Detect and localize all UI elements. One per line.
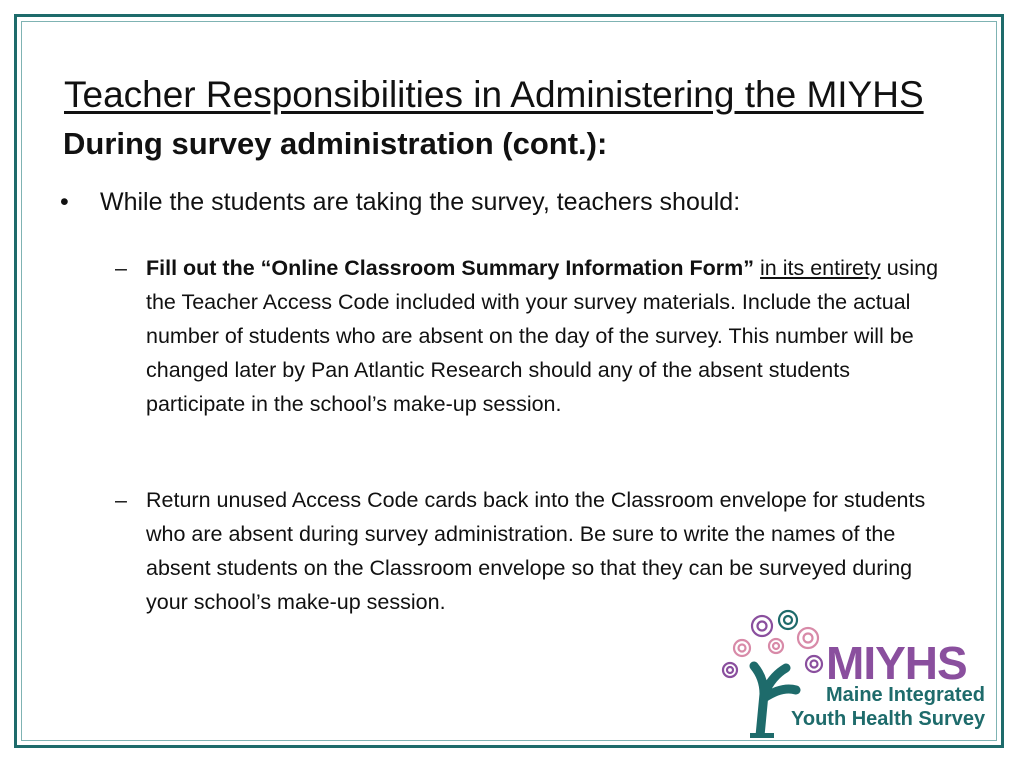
bullet-mark: • xyxy=(60,188,69,216)
swirl-leaves xyxy=(723,611,822,677)
sub-item-rest: using the Teacher Access Code included with your survey materials. Include the actual number of students who are absent on the day of the survey. This number will be changed later by Pan Atlantic Research should any of the absent students participate in the school’s make-up session. xyxy=(146,256,939,416)
sub-item-return-cards xyxy=(115,483,945,619)
bullet-text: While the students are taking the survey, teachers should: xyxy=(100,188,741,216)
slide-title: Teacher Responsibilities in Administering the MIYHS xyxy=(64,74,924,115)
sub-item-body: Return unused Access Code cards back into the Classroom envelope for students who are absent during survey administration. Be sure to write the names of the absent students on the Classroom envelope so that they can be surveyed during your school’s make-up session. xyxy=(146,488,926,614)
dash-mark: – xyxy=(115,488,127,512)
logo-tagline-line2: Youth Health Survey xyxy=(791,708,986,730)
form-name-bold: Fill out the “Online Classroom Summary Information Form” xyxy=(146,256,755,280)
in-its-entirety: in its entirety xyxy=(760,256,881,280)
sub-item-fill-out-form xyxy=(115,251,945,421)
dash-mark: – xyxy=(115,256,127,280)
tree-trunk xyxy=(754,666,796,736)
logo-tagline-line1: Maine Integrated xyxy=(826,684,985,706)
logo-name: MIYHS xyxy=(826,637,967,689)
slide-subtitle: During survey administration (cont.): xyxy=(63,126,608,161)
bullet-item xyxy=(60,188,740,217)
sub-item-body xyxy=(146,251,945,421)
